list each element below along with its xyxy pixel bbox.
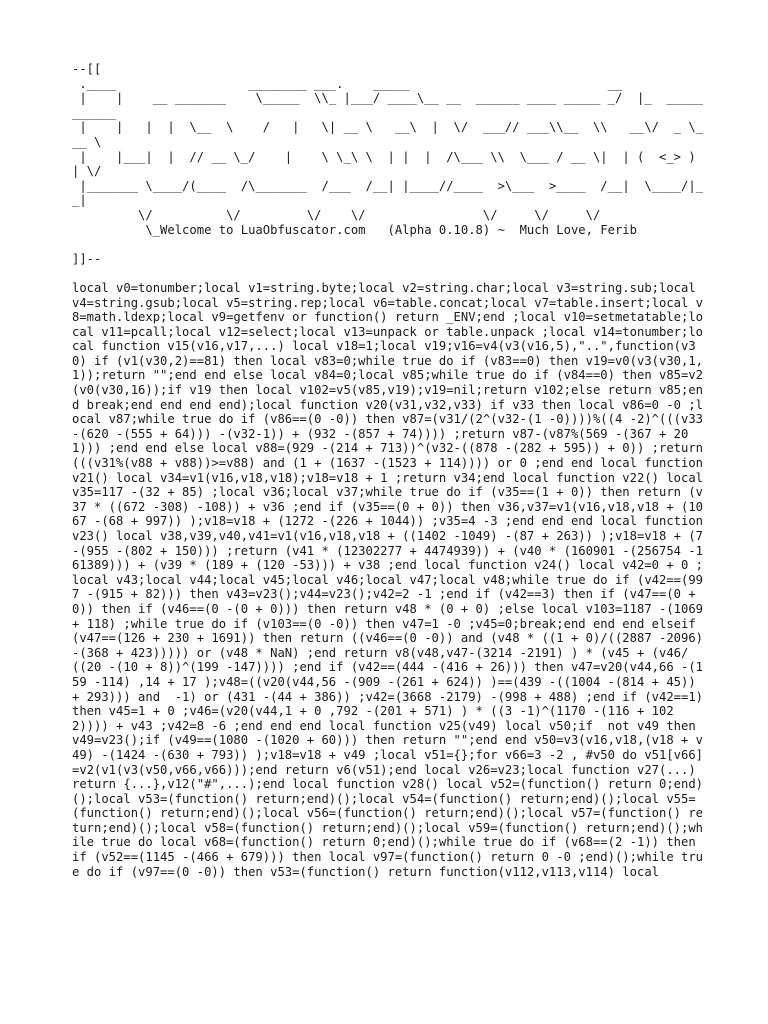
obfuscated-lua-code: local v0=tonumber;local v1=string.byte;local v2=string.char;local v3=string.sub;local v4=string.gsub;local v5=string.rep;local v6=table.concat;local v7=table.insert;local v8=math.ldexp;local v9=getfenv or function() return _ENV;end ;local v10=setmetatable;local v11=pcall;local v12=select;local v13=unpack or table.unpack ;local v14=tonumber;local function v15(v16,v17,...) local v18=1;local v19;v16=v4(v3(v16,5),"..",function(v30) if (v1(v30,2)==81) then local v83=0;while true do if (v83==0) then v19=v0(v3(v30,1,1));return "";end end else local v84=0;local v85;while true do if (v84==0) then v85=v2(v0(v30,16));if v19 then local v102=v5(v85,v19);v19=nil;return v102;else return v85;end break;end end end end);local function v20(v31,v32,v33) if v33 then local v86=0 -0 ;local v87;while true do if (v86==(0 -0)) then v87=(v31/(2^(v32-(1 -0))))%((4 -2)^(((v33-(620 -(555 + 64))) -(v32-1)) + (932 -(857 + 74)))) ;return v87-(v87%(569 -(367 + 201))) ;end end else local v88=(929 -(214 + 713))^(v32-((878 -(282 + 595)) + 0)) ;return (((v31%(v88 + v88))>=v88) and (1 + (1637 -(1523 + 114)))) or 0 ;end end local function v21() local v34=v1(v16,v18,v18);v18=v18 + 1 ;return v34;end local function v22() local v35=117 -(32 + 85) ;local v36;local v37;while true do if (v35==(1 + 0)) then return (v37 * ((672 -308) -108)) + v36 ;end if (v35==(0 + 0)) then v36,v37=v1(v16,v18,v18 + (1067 -(68 + 997)) );v18=v18 + (1272 -(226 + 1044)) ;v35=4 -3 ;end end end local function v23() local v38,v39,v40,v41=v1(v16,v18,v18 + ((1402 -1049) -(87 + 263)) );v18=v18 + (7 -(955 -(802 + 150))) ;return (v41 * (12302277 + 4474939)) + (v40 * (160901 -(256754 -161389))) + (v39 * (189 + (120 -53))) + v38 ;end local function v24() local v42=0 + 0 ;local v43;local v44;local v45;local v46;local v47;local v48;while true do if (v42==(997 -(915 + 82))) then v43=v23();v44=v23();v42=2 -1 ;end if (v42==3) then if (v47==(0 + 0)) then if (v46==(0 -(0 + 0))) then return v48 * (0 + 0) ;else local v103=1187 -(1069 + 118) ;while true do if (v103==(0 -0)) then v47=1 -0 ;v45=0;break;end end end elseif (v47==(126 + 230 + 1691)) then return ((v46==(0 -0)) and (v48 * ((1 + 0)/((2887 -2096) -(368 + 423))))) or (v48 * NaN) ;end return v8(v48,v47-(3214 -2191) ) * (v45 + (v46/((20 -(10 + 8))^(199 -147)))) ;end if (v42==(444 -(416 + 26))) then v47=v20(v44,66 -(159 -114) ,14 + 17 );v48=((v20(v44,56 -(909 -(261 + 624)) )==(439 -((1004 -(814 + 45)) + 293))) and -1) or (431 -(44 + 386)) ;v42=(3668 -2179) -(998 + 488) ;end if (v42==1) then v45=1 + 0 ;v46=(v20(v44,1 + 0 ,792 -(201 + 571) ) * ((3 -1)^(1170 -(116 + 1022)))) + v43 ;v42=8 -6 ;end end end local function v25(v49) local v50;if not v49 then v49=v23();if (v49==(1080 -(1020 + 60))) then return "";end end v50=v3(v16,v18,(v18 + v49) -(1424 -(630 + 793)) );v18=v18 + v49 ;local v51={};for v66=3 -2 , #v50 do v51[v66]=v2(v1(v3(v50,v66,v66)));end return v6(v51);end local v26=v23;local function v27(...) return {...},v12("#",...);end local function v28() local v52=(function() return 0;end)();local v53=(function() return;end)();local v54=(function() return;end)();local v55=(function() return;end)();local v56=(function() return;end)();local v57=(function() return;end)();local v58=(function() return;end)();local v59=(function() return;end)();while true do local v68=(function() return 0;end)();while true do if (v68==(2 -1)) then if (v52==(1145 -(466 + 679))) then local v97=(function() return 0 -0 ;end)();while true do if (v97==(0 -0)) then v53=(function() return function(v112,v113,v114) local bbox=[72, 280, 711, 879]
document-page bbox=[72, 62, 711, 879]
blank-line bbox=[72, 266, 704, 281]
ascii-banner-comment: --[[ .____ ________ ___. _____ __ | | __ _______ \_____ \\_ |___/ ____\__ __ ______ ____ _____ _/ |_ ___________ | | | | \__ \ / | \| __ \ __\ | \/ ___// ___\\__ \\ __\/ _ \_ __ \ | |___| | // __ \_/ | \ \_\ \ | | | /\___ \\ \___ / __ \| | ( <_> ) | \/ |_______ \____/(____ /\_______ /___ /__| |____//____ >\___ >____ /__| \____/|__| \/ \/ \/ \/ \/ \/ \/ \_Welcome to LuaObfuscator.com (Alpha 0.10.8) ~ Much Love, Ferib ]]-- bbox=[72, 62, 704, 266]
